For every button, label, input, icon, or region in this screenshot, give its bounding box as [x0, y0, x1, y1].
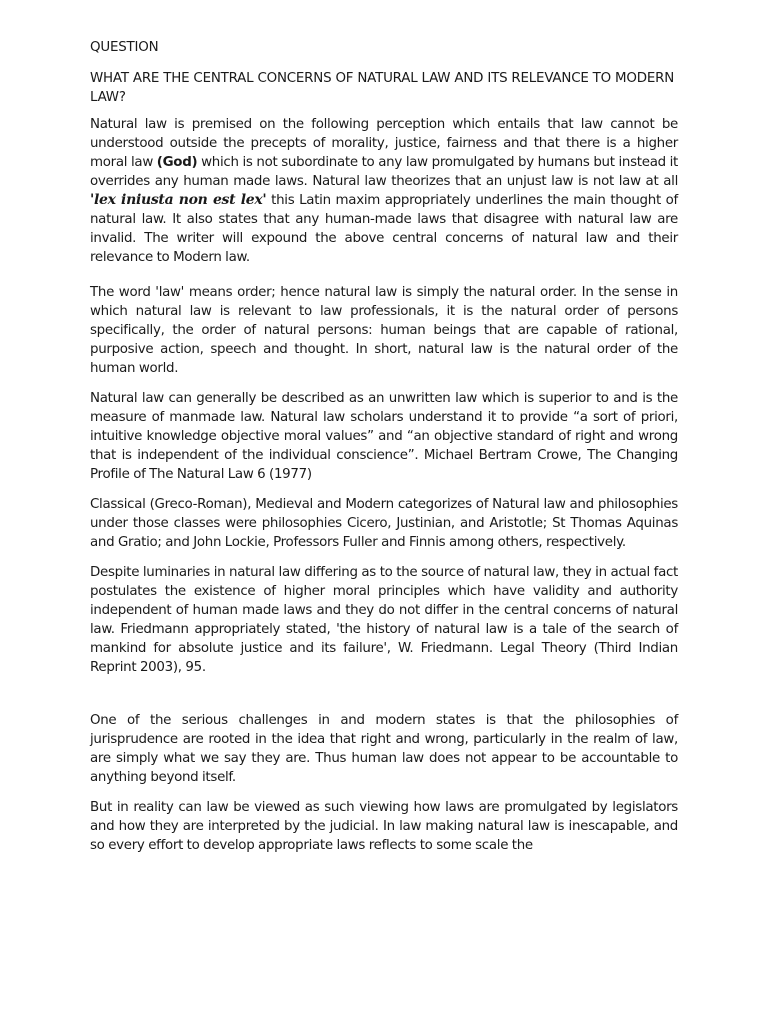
spacer [90, 378, 678, 389]
paragraph-6: One of the serious challenges in and modern states is that the philosophies of jurisprudence are rooted in the idea that right and wrong, particularly in the realm of law, are simply what we say they are. Thus human law does not appear to be accountable to anything beyond itself. [90, 713, 678, 785]
paragraph-1-text-b: which is not subordinate to any law promulgated by humans but instead it overrides any human made laws. Natural law theorizes that an unjust law is not law at all [90, 155, 678, 189]
paragraph-4: Classical (Greco-Roman), Medieval and Modern categorizes of Natural law and philosophies under those classes were philosophies Cicero, Justinian, and Aristotle; St Thomas Aquinas and Gratio; and John Lockie, Professors Fuller and Finnis among others, respectively. [90, 497, 678, 550]
paragraph-7: But in reality can law be viewed as such viewing how laws are promulgated by legislators and how they are interpreted by the judicial. In law making natural law is inescapable, and so every effort to develop appropriate laws reflects to some scale the [90, 800, 678, 853]
spacer [90, 677, 678, 711]
paragraph-1-text-c: this Latin maxim appropriately underlines the main thought of natural law. It also states that any human-made laws that disagree with natural law are invalid. The writer will expound the above central concerns of natural law and their relevance to Modern law. [90, 193, 678, 265]
paragraph-1-text-a: Natural law is premised on the following perception which entails that law cannot be understood outside the precepts of morality, justice, fairness and that there is a higher moral law [90, 117, 678, 170]
paragraph-2: The word 'law' means order; hence natural law is simply the natural order. In the sense in which natural law is relevant to law professionals, it is the natural order of persons specifically, the order of natural persons: human beings that are capable of rational, purposive action, speech and thought. In short, natural law is the natural order of the human world. [90, 285, 678, 376]
paragraph-1 [90, 115, 678, 267]
god-emphasis: (God) [156, 155, 198, 170]
spacer [90, 787, 678, 798]
spacer [90, 267, 678, 283]
spacer [90, 552, 678, 563]
question-label: QUESTION [90, 40, 159, 55]
question-title: WHAT ARE THE CENTRAL CONCERNS OF NATURAL LAW AND ITS RELEVANCE TO MODERN LAW? [90, 71, 675, 105]
paragraph-5: Despite luminaries in natural law differing as to the source of natural law, they in actual fact postulates the existence of higher moral principles which have validity and authority independent of human made laws and they do not differ in the central concerns of natural law. Friedmann appropriately stated, 'the history of natural law is a tale of the search of mankind for absolute justice and its failure', W. Friedmann. Legal Theory (Third Indian Reprint 2003), 95. [90, 565, 678, 675]
latin-maxim: 'lex iniusta non est lex' [90, 192, 267, 208]
document-page [90, 38, 678, 855]
paragraph-3: Natural law can generally be described as an unwritten law which is superior to and is the measure of manmade law. Natural law scholars understand it to provide “a sort of priori, intuitive knowledge objective moral values” and “an objective standard of right and wrong that is independent of the individual conscience”. Michael Bertram Crowe, The Changing Profile of The Natural Law 6 (1977) [90, 391, 678, 482]
spacer [90, 484, 678, 495]
